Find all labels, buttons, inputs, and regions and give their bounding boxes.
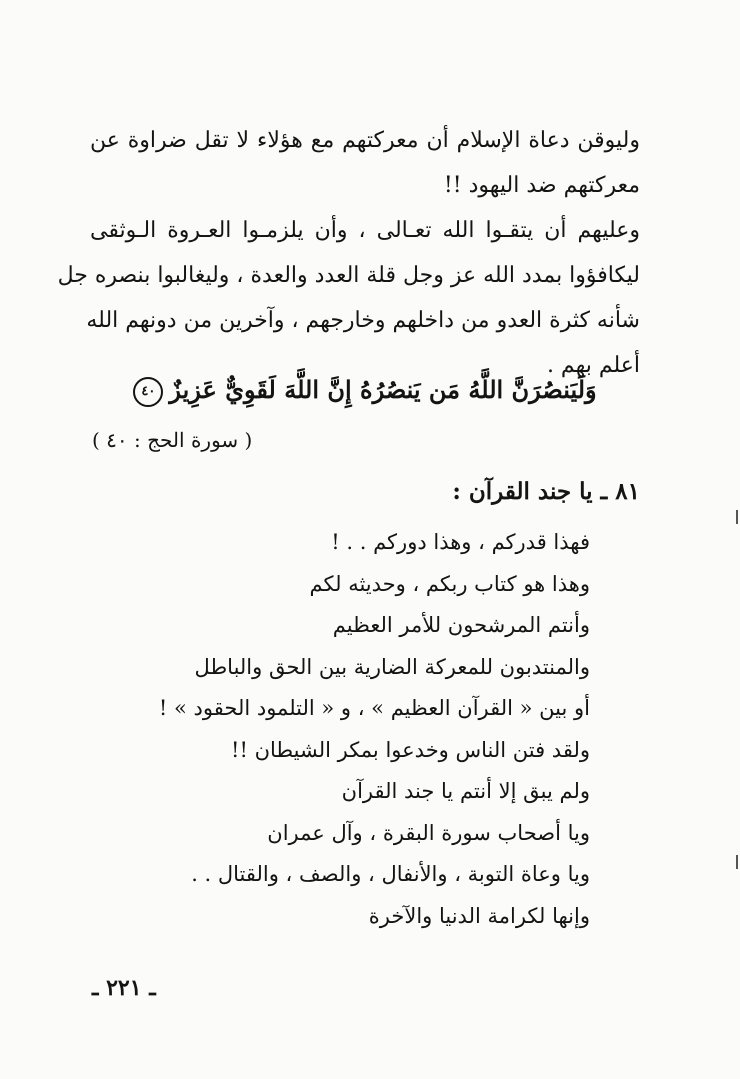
poem-line: ويا وعاة التوبة ، والأنفال ، والصف ، والقتال . . <box>191 862 590 886</box>
paragraph-line: شأنه كثرة العدو من داخلهم وخارجهم ، وآخرين من دونهم الله <box>86 308 640 333</box>
section-heading: ٨١ ـ يا جند القرآن : <box>452 478 640 505</box>
poem-line: وأنتم المرشحون للأمر العظيم <box>332 613 590 637</box>
poem-line: أو بين « القرآن العظيم » ، و « التلمود الحقود » ! <box>158 696 590 720</box>
paragraph-exhortation <box>57 208 640 388</box>
paragraph-line: أعلم بهم . <box>546 353 640 378</box>
paragraph-line: معركتهم ضد اليهود !! <box>443 173 640 198</box>
verse-reference: ( سورة الحج : ٤٠ ) <box>92 428 253 452</box>
scan-edge-mark <box>736 510 738 524</box>
poem-line: ولم يبق إلا أنتم يا جند القرآن <box>341 779 590 803</box>
poem-line: ولقد فتن الناس وخدعوا بمكر الشيطان !! <box>231 737 590 762</box>
poem-line: وهذا هو كتاب ربكم ، وحديثه لكم <box>309 571 590 596</box>
poem-line: ويا أصحاب سورة البقرة ، وآل عمران <box>267 820 590 845</box>
paragraph-line: وليوقن دعاة الإسلام أن معركتهم مع هؤلاء لا تقل ضراوة عن <box>90 128 640 153</box>
scan-edge-mark <box>736 855 738 869</box>
poem-lines <box>159 522 590 937</box>
paragraph-intro <box>90 118 640 208</box>
quran-verse <box>90 368 640 412</box>
poem-line: فهذا قدركم ، وهذا دوركم . . ! <box>331 530 590 554</box>
poem-line: وإنها لكرامة الدنيا والآخرة <box>368 903 590 928</box>
verse-number-marker: ٤٠ <box>133 377 163 407</box>
paragraph-line: ليكافؤوا بمدد الله عز وجل قلة العدد والعدة ، وليغالبوا بنصره جل <box>57 263 640 288</box>
page-number: ـ ٢٢١ ـ <box>92 975 156 1001</box>
poem-line: والمنتدبون للمعركة الضارية بين الحق والباطل <box>194 654 590 679</box>
verse-text: وَلَيَنصُرَنَّ اللَّهُ مَن يَنصُرُهُ إِنَّ اللَّهَ لَقَوِيٌّ عَزِيزٌ <box>169 375 597 404</box>
paragraph-line: وعليهم أن يتقـوا الله تعـالى ، وأن يلزمـوا العـروة الـوثقى <box>90 218 640 243</box>
